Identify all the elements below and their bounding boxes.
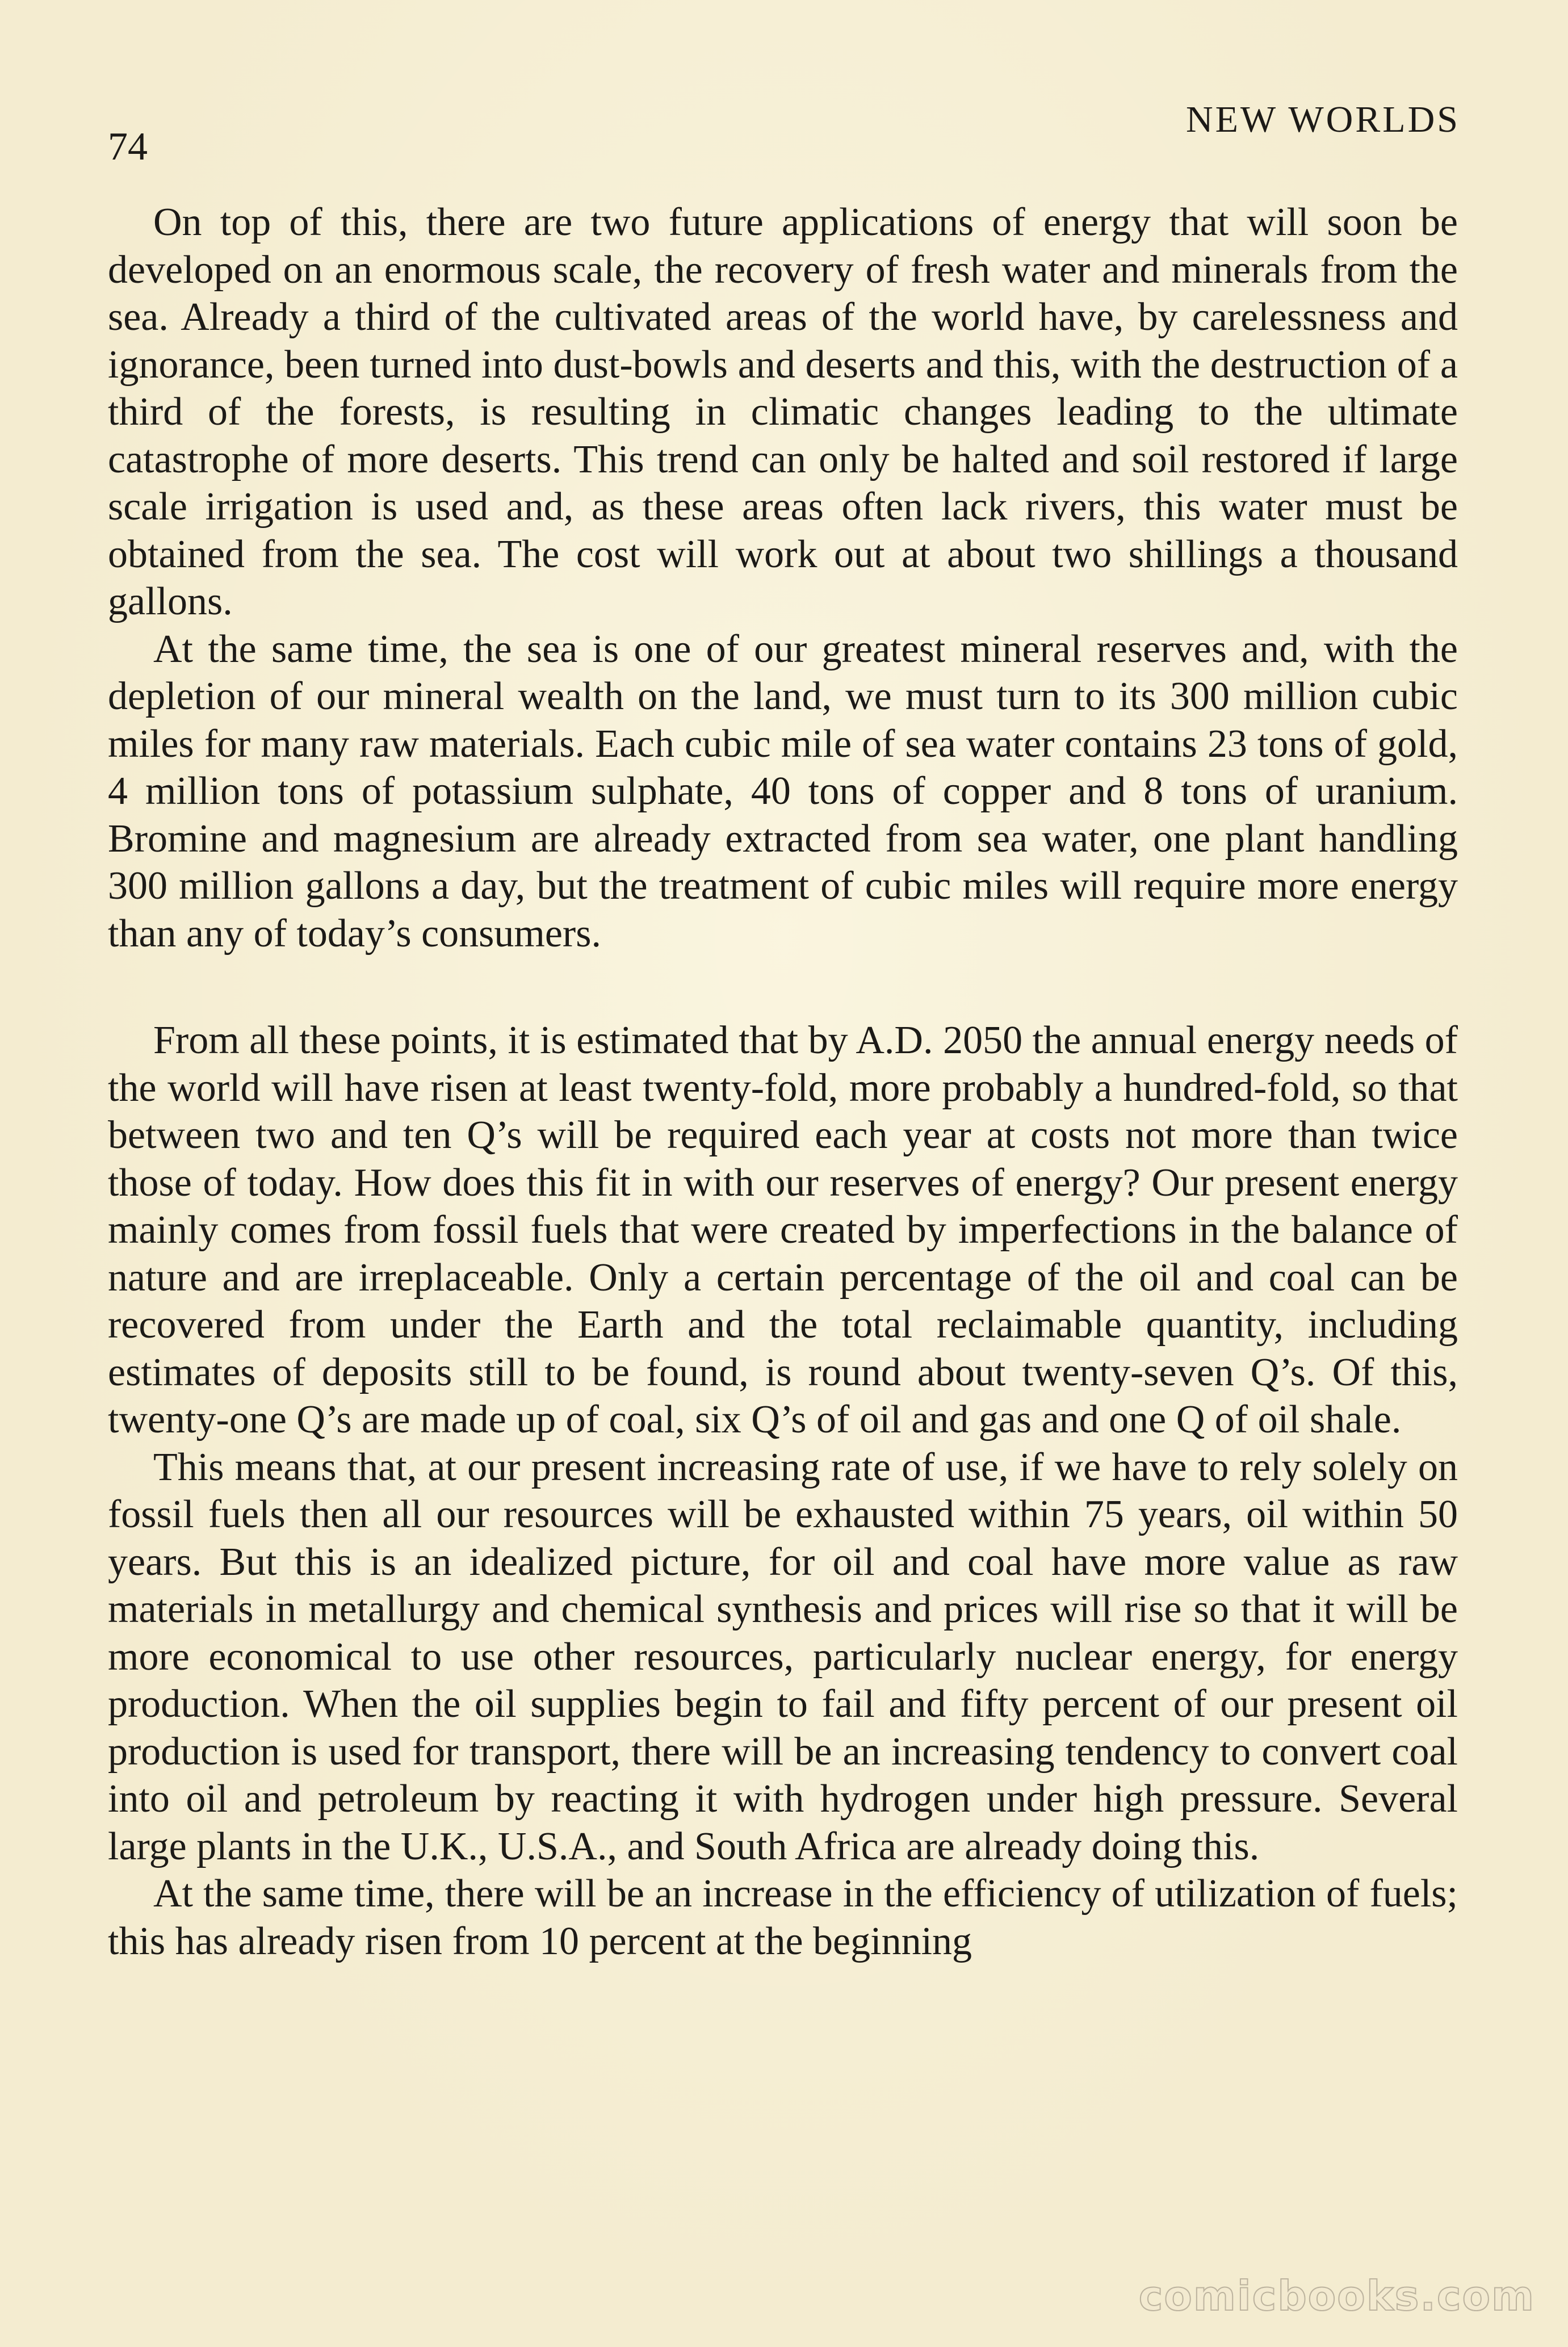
paragraph-energy-needs: From all these points, it is estimated that by A.D. 2050 the annual energy needs of the world will have risen at least twenty-fold, more probably a hundred-fold, so that between two and ten Q’s will be required each year at costs not more than twice those of today. How does this fit in with our reserves of energy? Our present energy mainly comes from fossil fuels that were created by imperfections in the balance of nature and are irreplaceable. Only a certain percentage of the oil and coal can be recovered from under the Earth and the total reclaimable quantity, including estimates of deposits still to be found, is round about twenty-seven Q’s. Of this, twenty-one Q’s are made up of coal, six Q’s of oil and gas and one Q of oil shale. — [108, 1019, 1458, 1441]
paragraph-mineral-reserves: At the same time, the sea is one of our greatest mineral reserves and, with the depletion of our mineral wealth on the land, we must turn to its 300 million cubic miles for many raw materials. Each cubic mile of sea water contains 23 tons of gold, 4 million tons of potassium sulphate, 40 tons of copper and 8 tons of uranium. Bromine and magnesium are already extracted from sea water, one plant handling 300 million gallons a day, but the treatment of cubic miles will require more energy than any of today’s consumers. — [108, 627, 1458, 955]
body-text — [108, 199, 1458, 1965]
running-title: NEW WORLDS — [1185, 99, 1460, 140]
site-watermark: comicbooks.com — [1138, 2272, 1535, 2320]
running-head — [108, 99, 1460, 169]
paragraph-sea-resources: On top of this, there are two future applications of energy that will soon be developed on an enormous scale, the recovery of fresh water and minerals from the sea. Already a third of the cultivated areas of the world have, by carelessness and ignorance, been turned into dust-bowls and deserts and this, with the destruction of a third of the forests, is resulting in climatic changes leading to the ultimate catastrophe of more deserts. This trend can only be halted and soil restored if large scale irrigation is used and, as these areas often lack rivers, this water must be obtained from the sea. The cost will work out at about two shillings a thousand gallons. — [108, 200, 1458, 623]
paragraph-fossil-fuels: This means that, at our present increasing rate of use, if we have to rely solely on fossil fuels then all our resources will be exhausted within 75 years, oil within 50 years. But this is an idealized picture, for oil and coal have more value as raw materials in metallurgy and chemical synthesis and prices will rise so that it will be more economical to use other resources, particularly nuclear energy, for energy production. When the oil supplies begin to fail and fifty percent of our present oil production is used for transport, there will be an increasing tendency to convert coal into oil and petroleum by reacting it with hydrogen under high pressure. Several large plants in the U.K., U.S.A., and South Africa are already doing this. — [108, 1445, 1458, 1868]
page-number: 74 — [108, 125, 148, 169]
paragraph-fuel-efficiency: At the same time, there will be an increase in the efficiency of utilization of fuels; this has already risen from 10 percent at the beginning — [108, 1872, 1458, 1963]
